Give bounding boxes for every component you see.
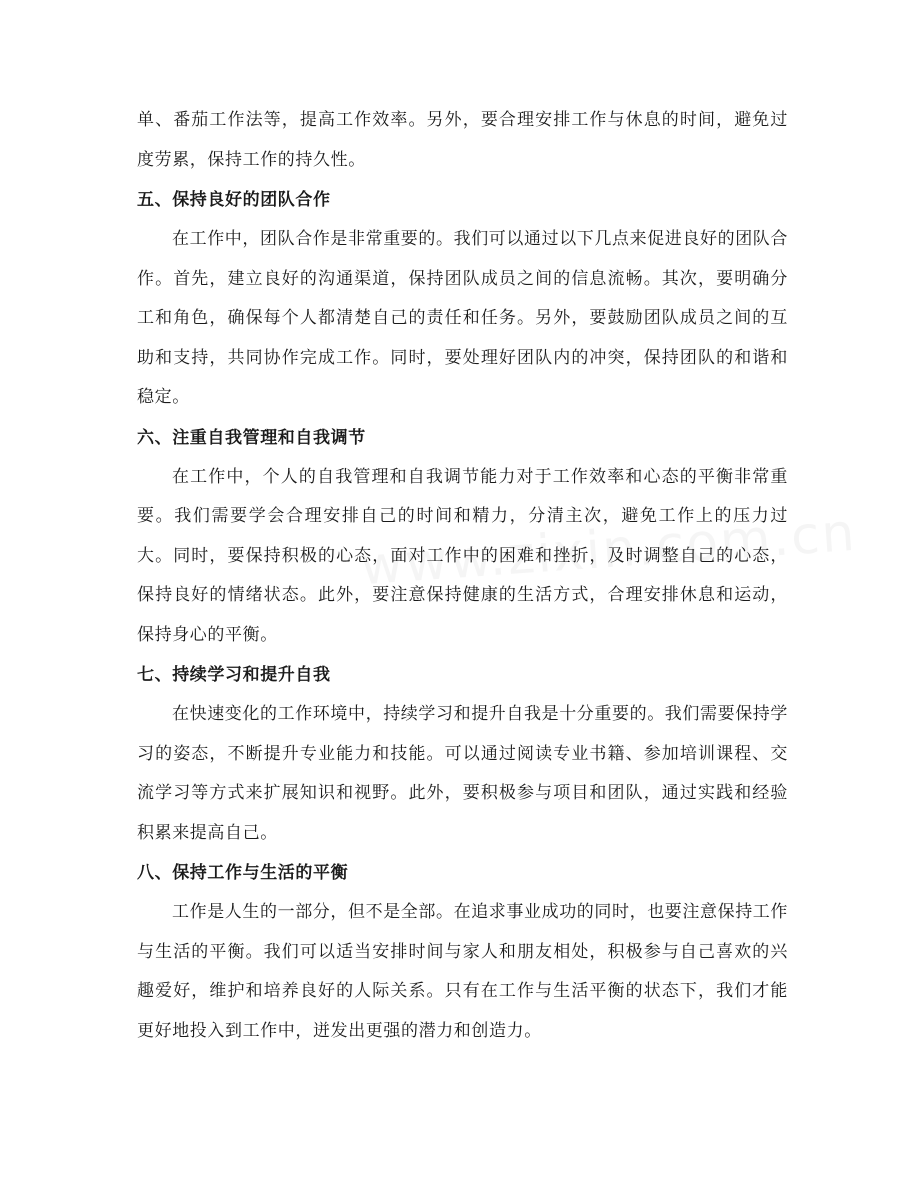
section-paragraph-5: 在工作中，团队合作是非常重要的。我们可以通过以下几点来促进良好的团队合作。首先，建立良好的沟通渠道，保持团队成员之间的信息流畅。其次，要明确分工和角色，确保每个人都清楚自己的责任和任务。另外，要鼓励团队成员之间的互助和支持，共同协作完成工作。同时，要处理好团队内的冲突，保持团队的和谐和稳定。 bbox=[137, 229, 788, 407]
section-heading-7: 七、持续学习和提升自我 bbox=[137, 665, 331, 685]
section-heading-6: 六、注重自我管理和自我调节 bbox=[137, 427, 366, 448]
section-heading-5: 五、保持良好的团队合作 bbox=[137, 190, 331, 210]
section-paragraph-6: 在工作中，个人的自我管理和自我调节能力对于工作效率和心态的平衡非常重要。我们需要学会合理安排自己的时间和精力，分清主次，避免工作上的压力过大。同时，要保持积极的心态，面对工作中的困难和挫折，及时调整自己的心态，保持良好的情绪状态。此外，要注意保持健康的生活方式，合理安排休息和运动，保持身心的平衡。 bbox=[137, 466, 788, 645]
section-heading-8: 八、保持工作与生活的平衡 bbox=[137, 863, 349, 883]
intro-paragraph: 单、番茄工作法等，提高工作效率。另外，要合理安排工作与休息的时间，避免过度劳累，保持工作的持久性。 bbox=[137, 110, 788, 170]
document-body bbox=[137, 101, 788, 1051]
section-paragraph-7: 在快速变化的工作环境中，持续学习和提升自我是十分重要的。我们需要保持学习的姿态，不断提升专业能力和技能。可以通过阅读专业书籍、参加培训课程、交流学习等方式来扩展知识和视野。此外，要积极参与项目和团队，通过实践和经验积累来提高自己。 bbox=[137, 704, 788, 843]
section-paragraph-8: 工作是人生的一部分，但不是全部。在追求事业成功的同时，也要注意保持工作与生活的平衡。我们可以适当安排时间与家人和朋友相处，积极参与自己喜欢的兴趣爱好，维护和培养良好的人际关系。只有在工作与生活平衡的状态下，我们才能更好地投入到工作中，迸发出更强的潜力和创造力。 bbox=[137, 902, 788, 1041]
